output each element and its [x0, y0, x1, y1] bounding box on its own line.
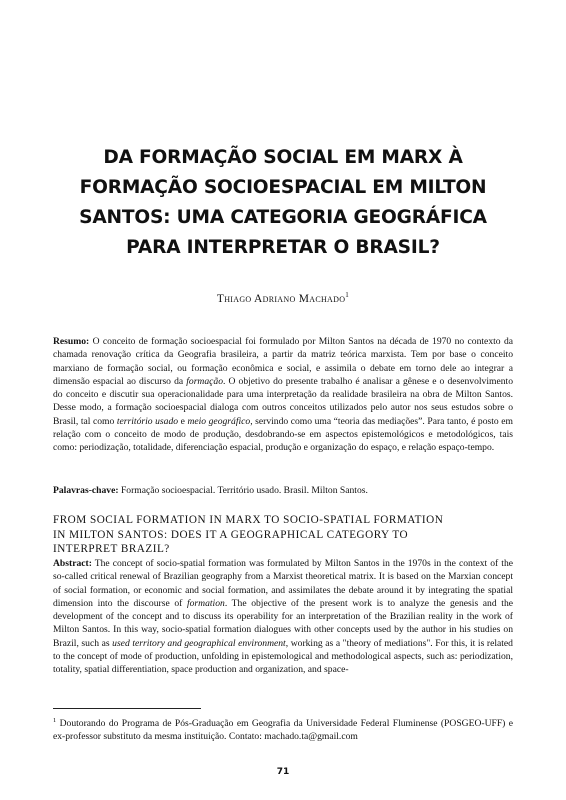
resumo-text: . O objetivo do presente trabalho é analisar a gênese e o desenvolvimento do conceito e discutir sua operacionalidade para uma interpretação da realidade brasileira na obra de Milton Santos. Desse modo, a formação socioespacial dialoga com outros conceitos utilizados pelo autor nos seus estudos sobre o Brasil, tal como	[53, 375, 513, 427]
resumo-italic-term: formação	[186, 375, 224, 387]
resumo-label: Resumo:	[53, 336, 90, 347]
footnote-mark: 1	[53, 717, 57, 724]
title-line: DA FORMAÇÃO SOCIAL EM MARX À	[103, 147, 463, 168]
abstract-text: The concept of socio-spatial formation was formulated by Milton Santos in the 1970s in the context of the so-called critical renewal of Brazilian geography from a Marxist theoretical matrix. It is based on the Marxian concept of social formation, or economic and social formation, and assimilates the debate around it by integrating the spatial dimension into the discourse of	[53, 558, 513, 609]
resumo-italic-term: meio geográfico	[187, 415, 251, 427]
abstract-text: , working as a "theory of mediations". For this, it is related to the concept of mode of production, unfolding in epistemological and methodological aspects, such as: periodization, totality, spatial differentiation, space production and organization, and space-	[53, 637, 513, 676]
english-title-line: INTERPRET BRAZIL?	[53, 543, 170, 556]
footnote	[53, 714, 513, 743]
english-title-line: IN MILTON SANTOS: DOES IT A GEOGRAPHICAL CATEGORY TO	[53, 528, 409, 541]
title-line: FORMAÇÃO SOCIOESPACIAL EM MILTON	[79, 177, 487, 198]
abstract-paragraph	[53, 557, 513, 677]
author-footnote-mark[interactable]: 1	[345, 291, 350, 299]
english-title	[53, 513, 513, 557]
author-name: Thiago Adriano Machado	[216, 293, 346, 305]
resumo-text: O conceito de formação socioespacial foi formulado por Milton Santos na década de 1970 no contexto da chamada renovação crítica da Geografia brasileira, a partir da matriz teórica marxista. Tem por base o conceito marxiano de formação social, ou formação econômica e social, e assimila o debate em torno dele ao integrar a dimensão espacial ao discurso da	[53, 336, 513, 387]
resumo-text: , servindo como uma “teoria das mediações”. Para tanto, é posto em relação com o conceito de modo de produção, desdobrando-se em aspectos epistemológicos e metodológicos, tais como: periodização, totalidade, diferenciação espacial, produção e organização do espaço, e relação espaço-tempo.	[53, 415, 513, 454]
resumo-paragraph	[53, 335, 513, 455]
footnote-text: Doutorando do Programa de Pós-Graduação em Geografia da Universidade Federal Fluminense (POSGEO-UFF) e ex-professor substituto da mesma instituição. Contato: machado.ta@gmail.com	[53, 718, 513, 742]
keywords-text: Formação socioespacial. Território usado. Brasil. Milton Santos.	[118, 485, 368, 496]
english-title-line: FROM SOCIAL FORMATION IN MARX TO SOCIO-SPATIAL FORMATION	[53, 514, 444, 526]
article-title	[60, 143, 506, 263]
page-number: 71	[276, 767, 290, 777]
keywords-line	[53, 485, 513, 496]
resumo-text: e	[178, 415, 188, 427]
abstract-italic-term: used territory and geographical environment	[112, 637, 286, 649]
abstract-text: . The objective of the present work is to analyze the genesis and the development of the concept and to discuss its operability for an interpretation of the Brazilian reality in the work of Milton Santos. In this way, socio-spatial formation dialogues with other concepts used by the author in his studies on Brazil, such as	[53, 597, 513, 649]
footnote-divider	[53, 708, 201, 709]
resumo-italic-term: território usado	[116, 415, 179, 427]
abstract-italic-term: formation	[186, 597, 225, 609]
keywords-label: Palavras-chave:	[53, 485, 119, 496]
title-line: PARA INTERPRETAR O BRASIL?	[126, 237, 440, 258]
abstract-label: Abstract:	[53, 558, 92, 569]
title-line: SANTOS: UMA CATEGORIA GEOGRÁFICA	[79, 207, 487, 228]
author-line	[0, 291, 566, 305]
